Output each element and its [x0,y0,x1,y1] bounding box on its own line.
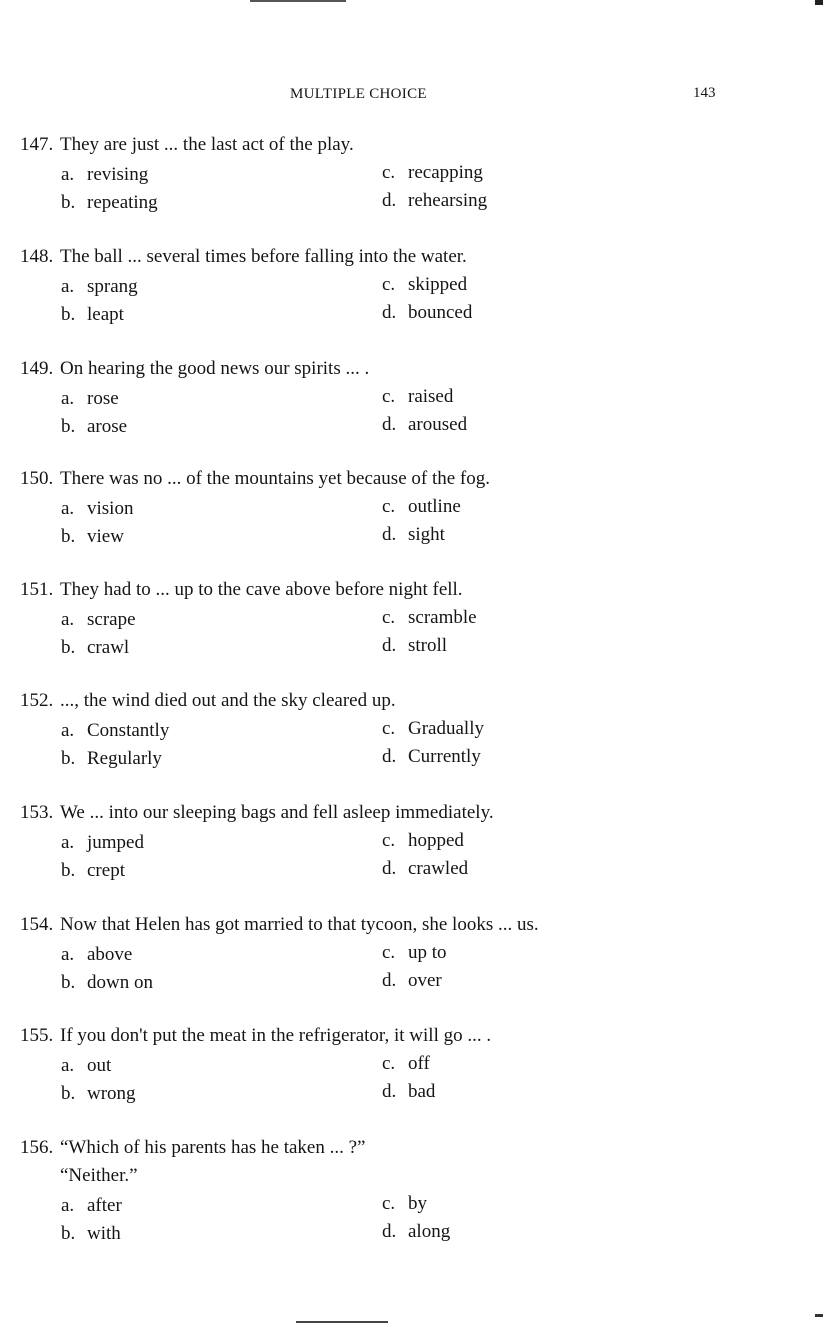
question-number: 153. [20,802,54,823]
option-a: a. after [61,1195,122,1216]
option-d: d. bad [382,1081,436,1102]
option-b: b. down on [61,972,153,993]
option-d: d. Currently [382,746,481,767]
option-c: c. scramble [382,607,477,628]
answer-options [20,383,800,439]
option-a: a. revising [61,164,149,185]
question-text: If you don't put the meat in the refrigerator, it will go ... . [60,1025,492,1046]
option-b: b. Regularly [61,748,162,769]
question-stem [20,465,800,493]
option-b: b. view [61,526,124,547]
question-text: They are just ... the last act of the play. [60,134,354,155]
option-c: c. by [382,1193,427,1214]
question-156 [20,1134,800,1246]
option-a: a. jumped [61,832,144,853]
question-response-line: “Neither.” [60,1165,138,1186]
question-text: They had to ... up to the cave above before night fell. [60,579,463,600]
question-149 [20,355,800,439]
running-head: MULTIPLE CHOICE [290,86,427,102]
bottom-edge-mark [815,1314,823,1317]
question-stem [20,131,800,159]
question-text: The ball ... several times before falling into the water. [60,246,467,267]
option-b: b. crept [61,860,125,881]
question-stem [20,355,800,383]
question-148 [20,243,800,327]
option-b: b. arose [61,416,128,437]
option-a: a. above [61,944,133,965]
question-number: 151. [20,579,54,600]
question-stem [20,243,800,271]
answer-options [20,604,800,660]
option-c: c. off [382,1053,430,1074]
question-stem [20,576,800,604]
option-c: c. up to [382,942,447,963]
question-number: 155. [20,1025,54,1046]
top-edge-rule [250,0,346,2]
answer-options [20,159,800,215]
question-number: 154. [20,914,54,935]
question-155 [20,1022,800,1106]
question-stem [20,911,800,939]
question-stem [20,687,800,715]
question-number: 149. [20,358,54,379]
option-d: d. aroused [382,414,468,435]
question-number: 152. [20,690,54,711]
question-154 [20,911,800,995]
question-text: We ... into our sleeping bags and fell asleep immediately. [60,802,494,823]
option-a: a. vision [61,498,134,519]
question-text: “Which of his parents has he taken ... ?” [60,1137,366,1158]
question-151 [20,576,800,660]
option-d: d. rehearsing [382,190,488,211]
question-147 [20,131,800,215]
question-stem [20,1022,800,1050]
option-a: a. out [61,1055,112,1076]
question-text: On hearing the good news our spirits ... . [60,358,370,379]
option-b: b. crawl [61,637,130,658]
answer-options [20,1050,800,1106]
question-number: 148. [20,246,54,267]
answer-options [20,271,800,327]
question-number: 147. [20,134,54,155]
question-stem [20,799,800,827]
option-d: d. sight [382,524,445,545]
option-a: a. sprang [61,276,138,297]
option-c: c. skipped [382,274,468,295]
option-c: c. recapping [382,162,483,183]
option-b: b. leapt [61,304,124,325]
option-b: b. with [61,1223,121,1244]
question-150 [20,465,800,549]
answer-options [20,715,800,771]
option-b: b. repeating [61,192,158,213]
answer-options [20,939,800,995]
question-text: There was no ... of the mountains yet because of the fog. [60,468,491,489]
page-number: 143 [693,85,716,101]
option-c: c. hopped [382,830,464,851]
question-text: Now that Helen has got married to that tycoon, she looks ... us. [60,914,539,935]
option-d: d. crawled [382,858,469,879]
option-c: c. outline [382,496,461,517]
answer-options [20,827,800,883]
option-c: c. raised [382,386,454,407]
question-153 [20,799,800,883]
question-stem [20,1134,800,1162]
question-number: 150. [20,468,54,489]
question-152 [20,687,800,771]
option-d: d. over [382,970,442,991]
question-number: 156. [20,1137,54,1158]
option-d: d. along [382,1221,451,1242]
option-d: d. bounced [382,302,473,323]
option-c: c. Gradually [382,718,484,739]
answer-options [20,1190,800,1246]
option-b: b. wrong [61,1083,136,1104]
question-text: ..., the wind died out and the sky cleared up. [60,690,396,711]
option-a: a. rose [61,388,119,409]
option-a: a. scrape [61,609,136,630]
option-d: d. stroll [382,635,448,656]
option-a: a. Constantly [61,720,170,741]
top-edge-mark [815,0,823,5]
answer-options [20,493,800,549]
